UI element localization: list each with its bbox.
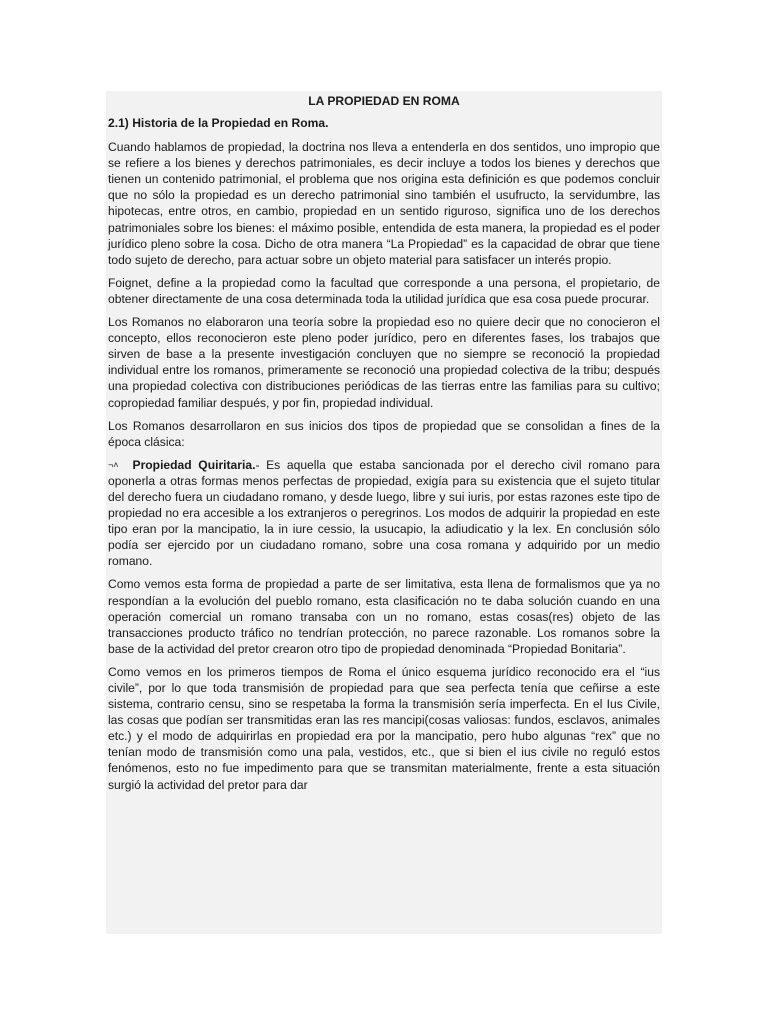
paragraph: Los Romanos no elaboraron una teoría sobre la propiedad eso no quiere decir que no conocieron el concepto, ellos reconocieron este pleno poder jurídico, pero en diferentes fases, los trabajos que sirven de base a la presente investigación concluyen que no siempre se reconoció la propiedad individual entre los romanos, primeramente se reconoció una propiedad colectiva de la tribu; después una propiedad colectiva con distribuciones periódicas de las tierras entre las familias para su cultivo; copropiedad familiar después, y por fin, propiedad individual.	[108, 315, 660, 410]
section-heading: 2.1) Historia de la Propiedad en Roma.	[108, 116, 329, 130]
bullet-paragraph	[108, 457, 660, 570]
document-page	[106, 91, 662, 934]
bullet-symbol-icon: ¬˄	[108, 459, 119, 470]
paragraph: Los Romanos desarrollaron en sus inicios dos tipos de propiedad que se consolidan a fines de la época clásica:	[108, 418, 660, 449]
document-body	[106, 91, 662, 793]
bullet-text: - Es aquella que estaba sancionada por el derecho civil romano para oponerla a otras formas menos perfectas de propiedad, exigía para su existencia que el sujeto titular del derecho fuera un ciudadano romano, y desde luego, libre y sui iuris, por estas razones este tipo de propiedad no era accesible a los extranjeros o peregrinos. Los modos de adquirir la propiedad en este tipo eran por la mancipatio, la in iure cessio, la usucapio, la adiudicatio y la lex. En conclusión sólo podía ser ejercido por un ciudadano romano, sobre una cosa romana y adquirido por un medio romano.	[108, 457, 661, 569]
paragraph: Foignet, define a la propiedad como la facultad que corresponde a una persona, el propietario, de obtener directamente de una cosa determinada toda la utilidad jurídica que esa cosa puede procurar.	[108, 275, 660, 306]
paragraph: Como vemos esta forma de propiedad a parte de ser limitativa, esta llena de formalismos que ya no respondían a la evolución del pueblo romano, esta clasificación no te daba solución cuando en una operación comercial un romano transaba con un no romano, estas cosas(res) objeto de las transacciones producto tráfico no tendrían protección, no parece razonable. Los romanos sobre la base de la actividad del pretor crearon otro tipo de propiedad denominada “Propiedad Bonitaria”.	[108, 577, 660, 656]
paragraph: Como vemos en los primeros tiempos de Roma el único esquema jurídico reconocido era el “ius civile”, por lo que toda transmisión de propiedad para que sea perfecta tenía que ceñirse a este sistema, contrario censu, sino se respetaba la forma la transmisión sería imperfecta. En el Ius Civile, las cosas que podían ser transmitidas eran las res mancipi(cosas valiosas: fundos, esclavos, animales etc.) y el modo de adquirirlas en propiedad era por la mancipatio, pero hubo algunas “rex” que no tenían modo de transmisión como una pala, vestidos, etc., que si bien el ius civile no reguló estos fenómenos, esto no fue impedimento para que se transmitan materialmente, frente a esta situación surgió la actividad del pretor para dar	[108, 664, 660, 792]
document-title: LA PROPIEDAD EN ROMA	[308, 94, 460, 108]
paragraph: Cuando hablamos de propiedad, la doctrina nos lleva a entenderla en dos sentidos, uno impropio que se refiere a los bienes y derechos patrimoniales, es decir incluye a todos los bienes y derechos que tienen un contenido patrimonial, el problema que nos origina esta definición es que podemos concluir que no sólo la propiedad es un derecho patrimonial sino también el usufructo, la servidumbre, las hipotecas, entre otros, en cambio, propiedad en un sentido riguroso, significa uno de los derechos patrimoniales sobre los bienes: el máximo posible, entendida de esta manera, la propiedad es el poder jurídico pleno sobre la cosa. Dicho de otra manera “La Propiedad” es la capacidad de obrar que tiene todo sujeto de derecho, para actuar sobre un objeto material para satisfacer un interés propio.	[108, 140, 660, 267]
bullet-term: Propiedad Quiritaria.	[132, 457, 256, 472]
